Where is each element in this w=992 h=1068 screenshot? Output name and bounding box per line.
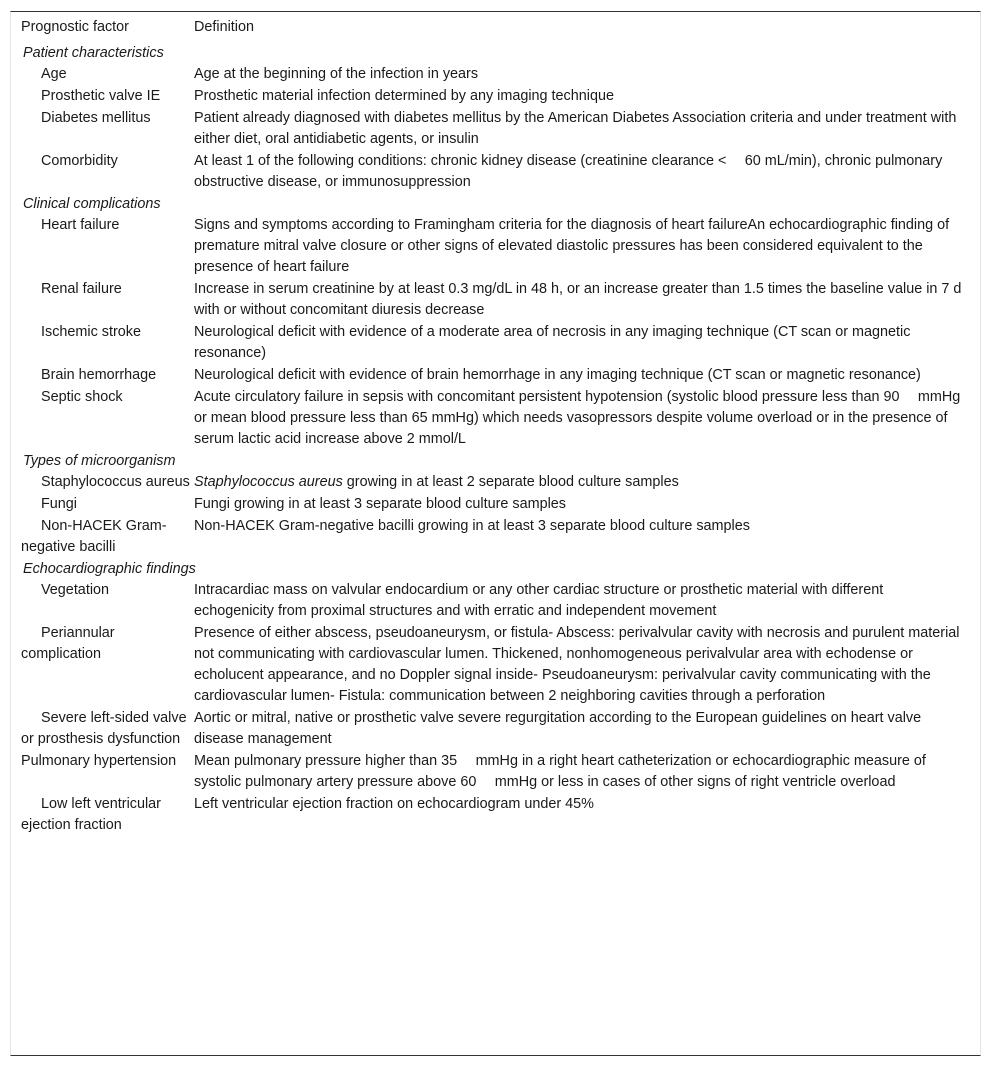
definition-cell <box>194 86 980 108</box>
definition-text: At least 1 of the following conditions: chronic kidney disease (creatinine clearance < 60 mL/min), chronic pulmonary obstructive disease, or immunosuppression <box>194 153 947 190</box>
factor-label: Renal failure <box>41 281 122 297</box>
definition-text: Age at the beginning of the infection in years <box>194 66 479 82</box>
prognostic-factor-cell <box>11 365 194 387</box>
definition-text: Neurological deficit with evidence of a moderate area of necrosis in any imaging technique (CT scan or magnetic resonance) <box>194 324 915 361</box>
definition-cell <box>194 108 980 151</box>
prognostic-factors-table-frame <box>10 11 981 1056</box>
table-row <box>11 708 980 751</box>
section-header-row <box>11 43 980 64</box>
factor-label: Staphylococcus aureus <box>41 474 190 490</box>
prognostic-factor-cell <box>11 794 194 837</box>
table-row <box>11 494 980 516</box>
header-prognostic-factor: Prognostic factor <box>21 19 129 35</box>
definition-text: Non-HACEK Gram-negative bacilli growing in at least 3 separate blood culture samples <box>194 518 750 534</box>
definition-cell <box>194 494 980 516</box>
definition-cell <box>194 151 980 194</box>
definition-cell <box>194 472 980 494</box>
table-row <box>11 151 980 194</box>
definition-cell <box>194 279 980 322</box>
section-title: Patient characteristics <box>23 45 164 61</box>
factor-label: Ischemic stroke <box>41 324 141 340</box>
factor-label: Pulmonary hypertension <box>21 753 177 769</box>
header-definition: Definition <box>194 19 254 35</box>
prognostic-factor-cell <box>11 387 194 451</box>
section-header-row <box>11 451 980 472</box>
definition-text: Mean pulmonary pressure higher than 35 mmHg in a right heart catheterization or echocardiographic measure of systolic pulmonary artery pressure above 60 mmHg or less in cases of other signs of right ventricle overload <box>194 753 930 790</box>
table-row <box>11 322 980 365</box>
prognostic-factor-cell <box>11 64 194 86</box>
factor-label: Prosthetic valve IE <box>41 88 161 104</box>
definition-cell <box>194 751 980 794</box>
prognostic-factor-cell <box>11 322 194 365</box>
definition-cell <box>194 580 980 623</box>
definition-cell <box>194 708 980 751</box>
section-header-row <box>11 194 980 215</box>
definition-cell <box>194 516 980 559</box>
table-header-row <box>11 12 980 43</box>
section-title: Types of microorganism <box>23 453 176 469</box>
section-title: Clinical complications <box>23 196 161 212</box>
factor-label: Comorbidity <box>41 153 118 169</box>
table-row <box>11 365 980 387</box>
table-row <box>11 751 980 794</box>
table-row <box>11 794 980 837</box>
prognostic-factor-cell <box>11 708 194 751</box>
factor-label: Periannular complication <box>21 625 115 662</box>
definition-cell <box>194 387 980 451</box>
table-row <box>11 472 980 494</box>
definition-text: Aortic or mitral, native or prosthetic valve severe regurgitation according to the European guidelines on heart valve disease management <box>194 710 926 747</box>
prognostic-factor-cell <box>11 86 194 108</box>
definition-cell <box>194 623 980 708</box>
definition-cell <box>194 215 980 279</box>
table-row <box>11 86 980 108</box>
factor-label: Brain hemorrhage <box>41 367 157 383</box>
definition-text: Prosthetic material infection determined by any imaging technique <box>194 88 614 104</box>
prognostic-factor-cell <box>11 494 194 516</box>
definition-text: Patient already diagnosed with diabetes mellitus by the American Diabetes Association criteria and under treatment with either diet, oral antidiabetic agents, or insulin <box>194 110 961 147</box>
definition-italic-term: Staphylococcus aureus <box>194 474 343 490</box>
definition-text: Left ventricular ejection fraction on echocardiogram under 45% <box>194 796 594 812</box>
section-title: Echocardiographic findings <box>23 561 196 577</box>
section-header-row <box>11 559 980 580</box>
factor-label: Vegetation <box>41 582 110 598</box>
factor-label: Septic shock <box>41 389 123 405</box>
prognostic-factor-cell <box>11 516 194 559</box>
table-row <box>11 580 980 623</box>
definition-text: Intracardiac mass on valvular endocardium or any other cardiac structure or prosthetic material with different echogenicity from proximal structures and with erratic and independent movement <box>194 582 888 619</box>
table-row <box>11 387 980 451</box>
prognostic-factor-cell <box>11 151 194 194</box>
definition-cell <box>194 794 980 837</box>
prognostic-factor-cell <box>11 215 194 279</box>
table-row <box>11 215 980 279</box>
definition-cell <box>194 365 980 387</box>
definition-text: Neurological deficit with evidence of brain hemorrhage in any imaging technique (CT scan or magnetic resonance) <box>194 367 921 383</box>
table-row <box>11 64 980 86</box>
definition-cell <box>194 64 980 86</box>
factor-label: Fungi <box>41 496 77 512</box>
prognostic-factors-table <box>11 12 980 837</box>
table-row <box>11 108 980 151</box>
prognostic-factor-cell <box>11 472 194 494</box>
prognostic-factor-cell <box>11 751 194 794</box>
factor-label: Age <box>41 66 67 82</box>
prognostic-factor-cell <box>11 580 194 623</box>
definition-cell <box>194 322 980 365</box>
definition-text: Signs and symptoms according to Framingham criteria for the diagnosis of heart failureAn echocardiographic finding of premature mitral valve closure or other signs of elevated diastolic pressures has been considered equivalent to the presence of heart failure <box>194 217 954 275</box>
definition-text: Presence of either abscess, pseudoaneurysm, or fistula- Abscess: perivalvular cavity with necrosis and purulent material not communicating with cardiovascular lumen. Thickened, nonhomogeneous perivalvular area with echodense or echolucent appearance, and no Doppler signal inside- Pseudoaneurysm: perivalvular cavity communicating with the cardiovascular lumen- Fistula: communication between 2 neighboring cavities through a perforation <box>194 625 964 704</box>
factor-label: Diabetes mellitus <box>41 110 151 126</box>
definition-text: Increase in serum creatinine by at least 0.3 mg/dL in 48 h, or an increase greater than 1.5 times the baseline value in 7 d with or without concomitant diuresis decrease <box>194 281 966 318</box>
factor-label: Severe left-sided valve or prosthesis dysfunction <box>21 710 187 747</box>
prognostic-factor-cell <box>11 623 194 708</box>
prognostic-factor-cell <box>11 108 194 151</box>
definition-text: growing in at least 2 separate blood culture samples <box>342 474 679 490</box>
definition-text: Acute circulatory failure in sepsis with concomitant persistent hypotension (systolic blood pressure less than 90 mmHg or mean blood pressure less than 65 mmHg) which needs vasopressors despite volume overload or in the presence of serum lactic acid increase above 2 mmol/L <box>194 389 965 447</box>
factor-label: Heart failure <box>41 217 120 233</box>
factor-label: Low left ventricular ejection fraction <box>21 796 161 833</box>
table-row <box>11 516 980 559</box>
table-row <box>11 279 980 322</box>
definition-text: Fungi growing in at least 3 separate blood culture samples <box>194 496 566 512</box>
factor-label: Non-HACEK Gram-negative bacilli <box>21 518 167 555</box>
prognostic-factor-cell <box>11 279 194 322</box>
table-row <box>11 623 980 708</box>
